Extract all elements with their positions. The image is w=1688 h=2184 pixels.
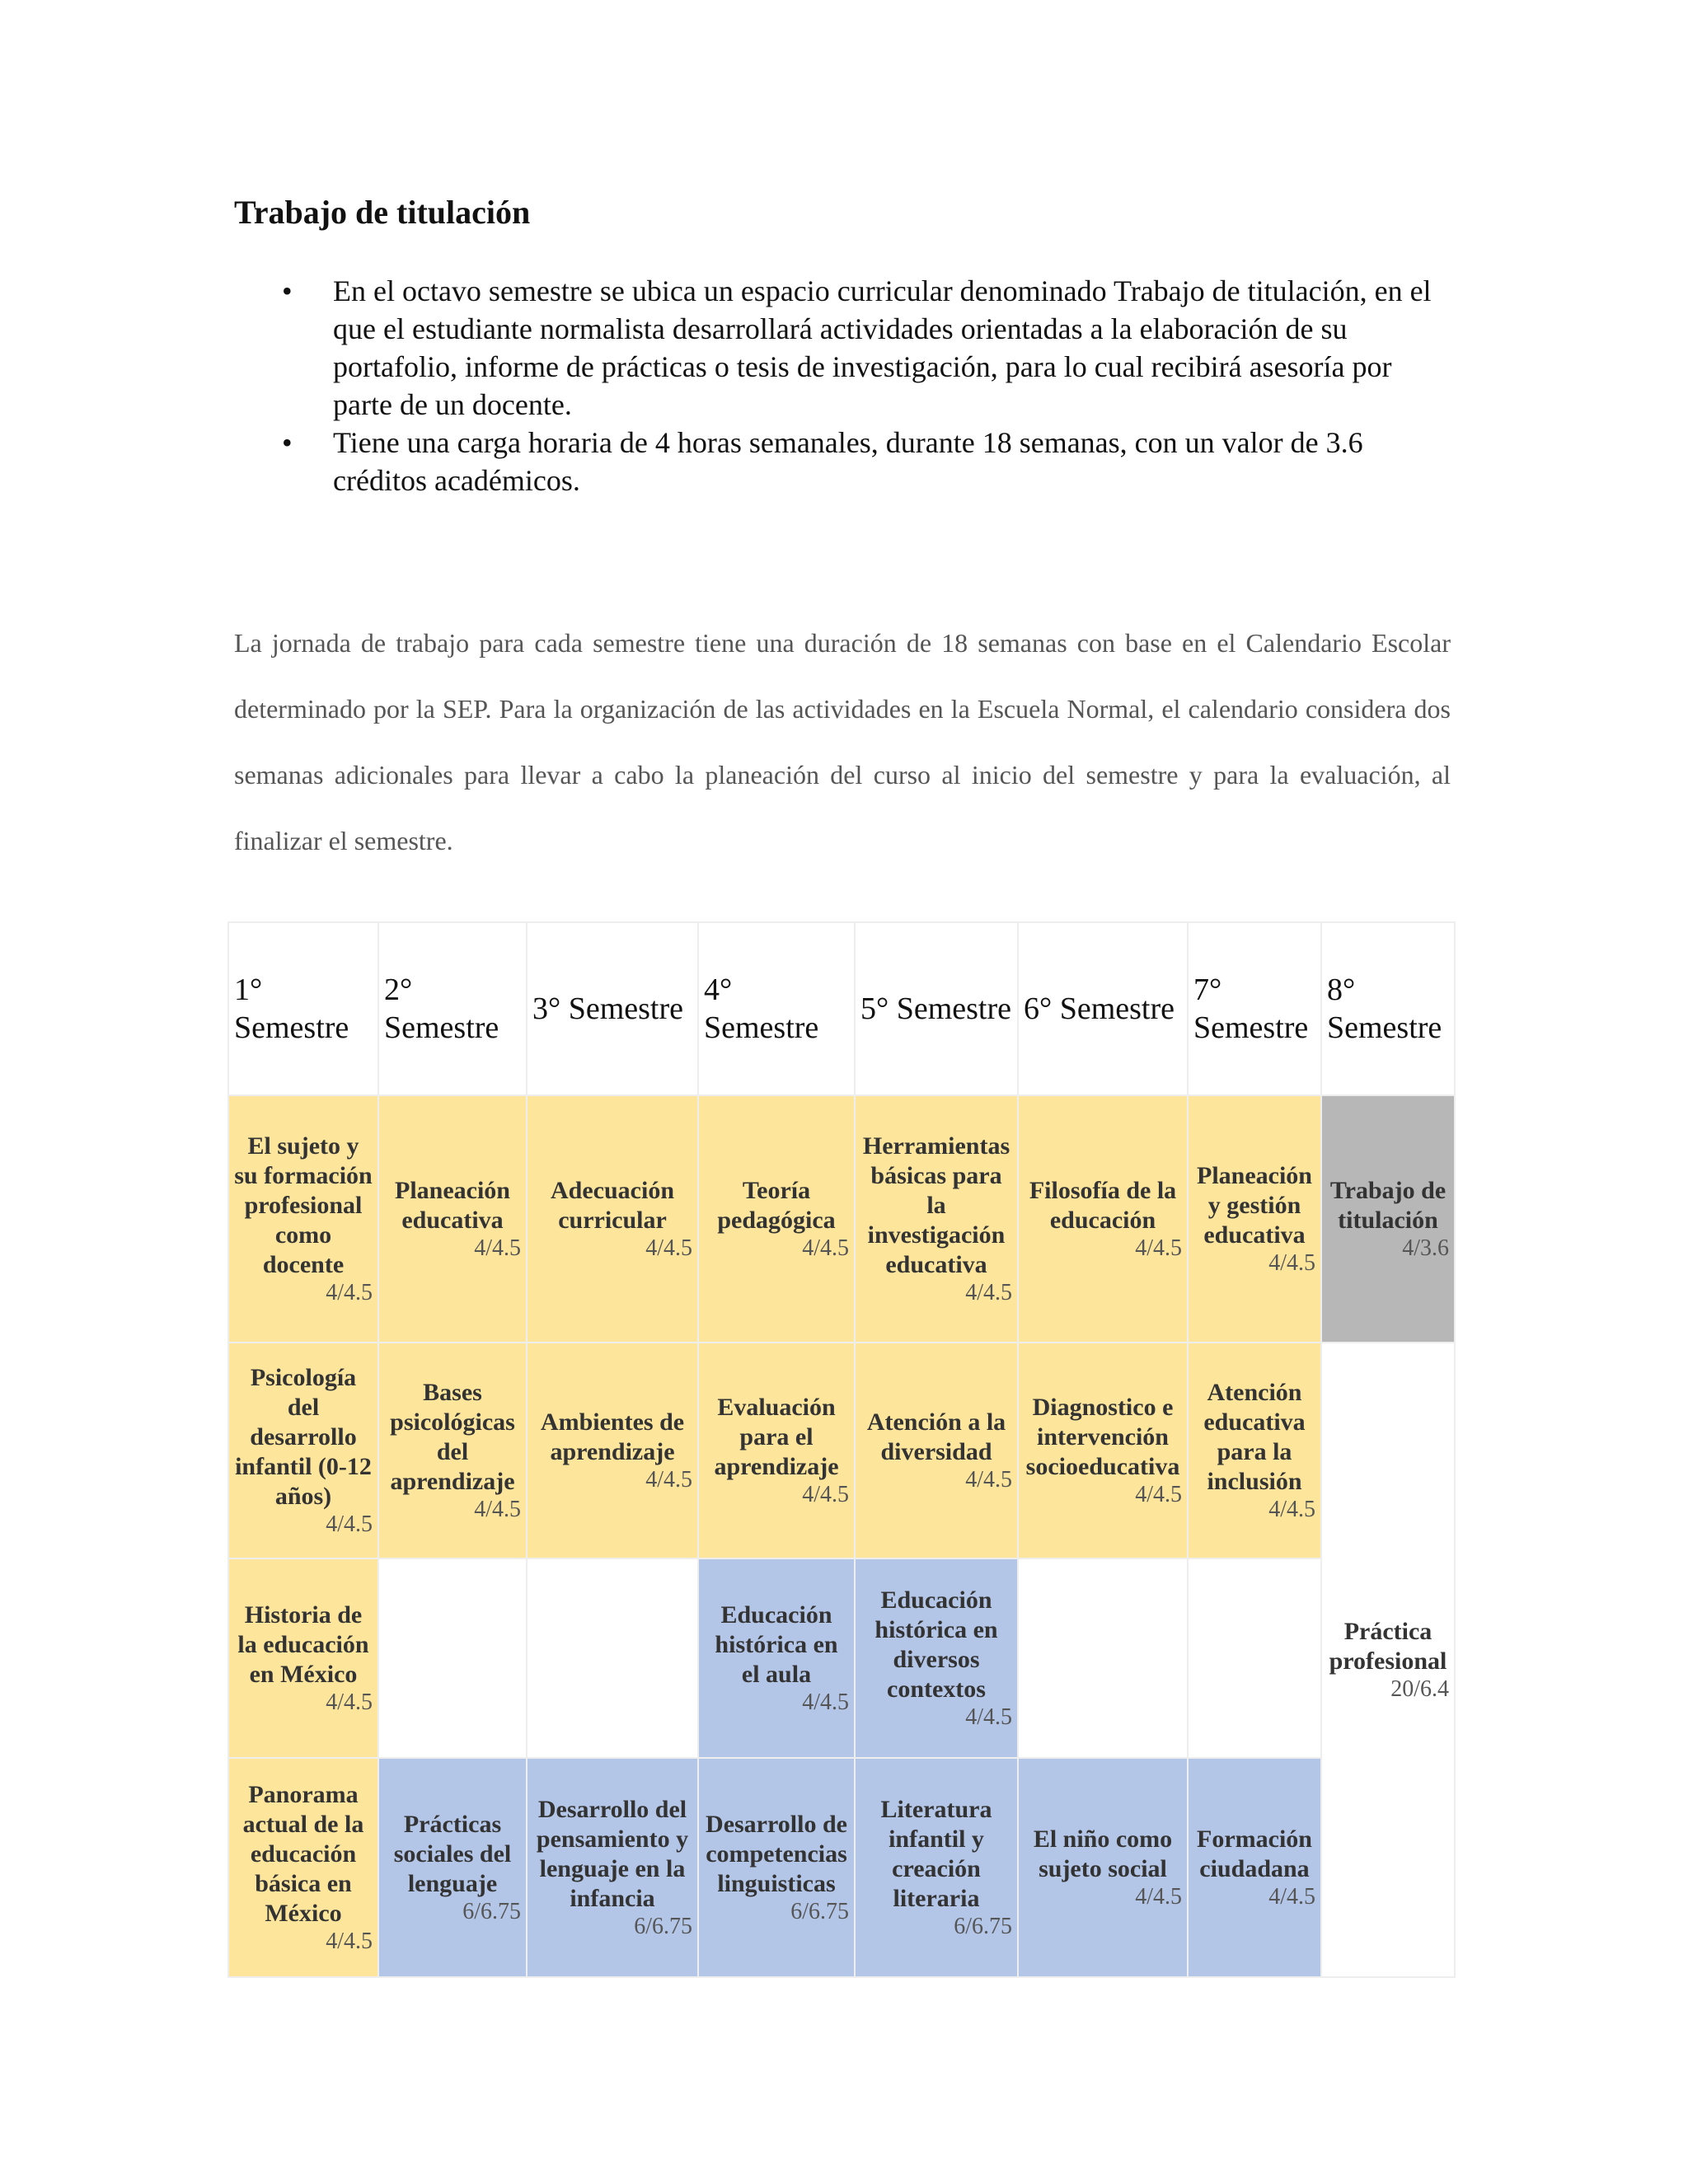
course-cell — [855, 1558, 1018, 1758]
course-credit: 4/4.5 — [326, 1280, 373, 1305]
course-credit: 4/4.5 — [1135, 1884, 1182, 1910]
course-credit: 4/4.5 — [645, 1235, 692, 1261]
semester-header: 3° Semestre — [527, 922, 698, 1095]
course-cell — [1188, 1343, 1321, 1558]
course-name: Formación ciudadana — [1197, 1825, 1312, 1882]
course-credit: 6/6.75 — [954, 1914, 1012, 1939]
course-name: Teoría pedagógica — [717, 1177, 836, 1234]
course-credit: 4/4.5 — [965, 1280, 1012, 1305]
course-credit: 4/4.5 — [802, 1690, 849, 1715]
course-credit: 4/4.5 — [1135, 1482, 1182, 1507]
course-cell — [698, 1343, 855, 1558]
bullet-list — [234, 272, 1454, 499]
course-credit: 4/4.5 — [1268, 1250, 1315, 1276]
course-cell — [1018, 1343, 1188, 1558]
empty-cell — [1188, 1558, 1321, 1758]
course-name: Prácticas sociales del lenguaje — [393, 1811, 512, 1897]
course-name: Diagnostico e intervención socioeducativa — [1025, 1394, 1180, 1480]
course-credit: 4/4.5 — [965, 1467, 1012, 1493]
course-cell — [378, 1758, 527, 1977]
course-name: Historia de la educación en México — [237, 1601, 369, 1688]
course-name: Educación histórica en el aula — [715, 1601, 838, 1688]
course-cell — [228, 1558, 378, 1758]
bullet-item — [234, 272, 1454, 424]
semester-header: 5° Semestre — [855, 922, 1018, 1095]
course-name: Práctica profesional — [1329, 1618, 1447, 1675]
course-name: El sujeto y su formación profesional como docente — [234, 1132, 373, 1278]
table-row — [228, 1343, 1455, 1558]
course-name: Trabajo de titulación — [1329, 1177, 1447, 1234]
bullet-item — [234, 424, 1454, 499]
course-cell — [855, 1095, 1018, 1343]
course-name: Psicología del desarrollo infantil (0-12 años) — [235, 1364, 372, 1510]
course-credit: 4/4.5 — [1268, 1497, 1315, 1522]
table-row — [228, 1758, 1455, 1977]
curriculum-table — [227, 921, 1456, 1978]
course-credit: 4/4.5 — [474, 1497, 521, 1522]
semester-header: 7° Semestre — [1188, 922, 1321, 1095]
course-cell — [1018, 1758, 1188, 1977]
course-cell — [698, 1758, 855, 1977]
course-cell — [855, 1343, 1018, 1558]
course-name: Desarrollo de competencias linguisticas — [706, 1811, 847, 1897]
course-credit: 6/6.75 — [790, 1899, 849, 1924]
course-cell — [527, 1095, 698, 1343]
course-credit: 6/6.75 — [634, 1914, 692, 1939]
course-credit: 20/6.4 — [1390, 1676, 1449, 1702]
course-credit: 4/4.5 — [802, 1235, 849, 1261]
table-row — [228, 1558, 1455, 1758]
semester-header: 1° Semestre — [228, 922, 378, 1095]
course-cell — [228, 1758, 378, 1977]
bullet-text: Tiene una carga horaria de 4 horas semanales, durante 18 semanas, con un valor de 3.6 créditos académicos. — [333, 426, 1363, 497]
section-title: Trabajo de titulación — [234, 194, 531, 231]
course-credit: 6/6.75 — [462, 1899, 521, 1924]
semester-header: 8° Semestre — [1321, 922, 1455, 1095]
course-name: Desarrollo del pensamiento y lenguaje en la infancia — [536, 1796, 689, 1912]
course-cell — [527, 1758, 698, 1977]
course-cell — [378, 1095, 527, 1343]
course-credit: 4/4.5 — [1135, 1235, 1182, 1261]
course-cell — [378, 1343, 527, 1558]
course-cell — [1188, 1758, 1321, 1977]
course-credit: 4/4.5 — [802, 1482, 849, 1507]
semester-header: 4° Semestre — [698, 922, 855, 1095]
course-cell — [228, 1095, 378, 1343]
course-credit: 4/4.5 — [326, 1690, 373, 1715]
course-credit: 4/4.5 — [474, 1235, 521, 1261]
empty-cell — [527, 1558, 698, 1758]
course-name: Educación histórica en diversos contextos — [874, 1586, 998, 1703]
course-name: Planeación educativa — [395, 1177, 510, 1234]
course-name: Literatura infantil y creación literaria — [880, 1796, 992, 1912]
bullet-text: En el octavo semestre se ubica un espacio curricular denominado Trabajo de titulación, en el que el estudiante normalista desarrollará actividades orientadas a la elaboración de su portafolio, informe de prácticas o tesis de investigación, para lo cual recibirá asesoría por parte de un docente. — [333, 274, 1432, 421]
course-name: Planeación y gestión educativa — [1197, 1162, 1312, 1249]
calendar-paragraph: La jornada de trabajo para cada semestre tiene una duración de 18 semanas con base en el Calendario Escolar determinado por la SEP. Para la organización de las actividades en la Escuela Normal, el calendario considera dos semanas adicionales para llevar a cabo la planeación del curso al inicio del semestre y para la evaluación, al finalizar el semestre. — [234, 628, 1451, 855]
bullet-icon: • — [282, 274, 293, 307]
course-cell — [1188, 1095, 1321, 1343]
course-credit: 4/4.5 — [326, 1929, 373, 1954]
course-cell — [1321, 1343, 1455, 1977]
course-name: Atención educativa para la inclusión — [1203, 1379, 1306, 1495]
semester-header: 2° Semestre — [378, 922, 527, 1095]
course-credit: 4/4.5 — [965, 1704, 1012, 1730]
course-credit: 4/4.5 — [326, 1511, 373, 1537]
bullet-icon: • — [282, 426, 293, 459]
course-cell — [1321, 1095, 1455, 1343]
course-name: Adecuación curricular — [551, 1177, 674, 1234]
course-cell — [698, 1558, 855, 1758]
table-header-row — [228, 922, 1455, 1095]
course-name: Panorama actual de la educación básica en México — [242, 1781, 364, 1927]
course-credit: 4/3.6 — [1402, 1235, 1449, 1261]
course-credit: 4/4.5 — [645, 1467, 692, 1493]
course-name: Herramientas básicas para la investigación educativa — [862, 1132, 1010, 1278]
empty-cell — [378, 1558, 527, 1758]
course-cell — [698, 1095, 855, 1343]
course-cell — [1018, 1095, 1188, 1343]
course-name: Evaluación para el aprendizaje — [714, 1394, 839, 1480]
course-cell — [855, 1758, 1018, 1977]
table-body — [228, 1095, 1455, 1977]
course-name: Filosofía de la educación — [1029, 1177, 1177, 1234]
empty-cell — [1018, 1558, 1188, 1758]
course-cell — [527, 1343, 698, 1558]
course-name: El niño como sujeto social — [1033, 1825, 1173, 1882]
semester-header: 6° Semestre — [1018, 922, 1188, 1095]
course-cell — [228, 1343, 378, 1558]
course-name: Bases psicológicas del aprendizaje — [390, 1379, 515, 1495]
table-row — [228, 1095, 1455, 1343]
course-name: Atención a la diversidad — [866, 1408, 1006, 1465]
course-name: Ambientes de aprendizaje — [540, 1408, 685, 1465]
course-credit: 4/4.5 — [1268, 1884, 1315, 1910]
